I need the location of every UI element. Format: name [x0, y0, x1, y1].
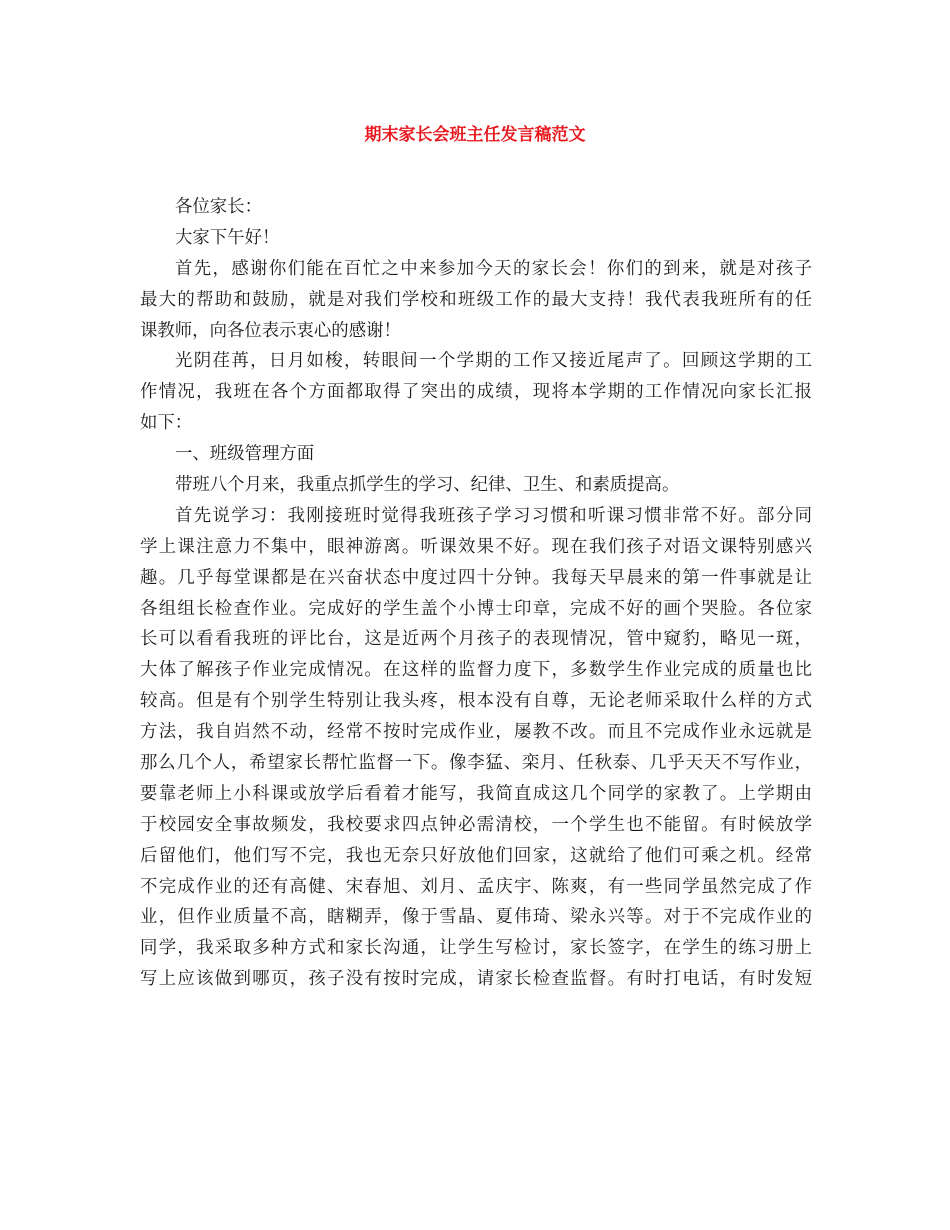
paragraph-line: 写上应该做到哪页，孩子没有按时完成，请家长检查监督。有时打电话，有时发短 — [140, 969, 812, 990]
paragraph-line: 课教师，向各位表示衷心的感谢！ — [140, 320, 401, 341]
paragraph-line: 带班八个月来，我重点抓学生的学习、纪律、卫生、和素质提高。 — [175, 475, 680, 496]
paragraph-line: 后留他们，他们写不完，我也无奈只好放他们回家，这就给了他们可乘之机。经常 — [140, 845, 812, 866]
paragraph-line: 光阴荏苒，日月如梭，转眼间一个学期的工作又接近尾声了。回顾这学期的工 — [175, 351, 812, 372]
document-title: 期末家长会班主任发言稿范文 — [364, 125, 586, 145]
paragraph-line: 要靠老师上小科课或放学后看着才能写，我简直成这几个同学的家教了。上学期由 — [140, 783, 812, 804]
paragraph-line: 最大的帮助和鼓励，就是对我们学校和班级工作的最大支持！我代表我班所有的任 — [140, 289, 812, 310]
paragraph-line: 不完成作业的还有高健、宋春旭、刘月、孟庆宇、陈爽，有一些同学虽然完成了作 — [140, 876, 812, 897]
paragraph-line: 同学，我采取多种方式和家长沟通，让学生写检讨，家长签字，在学生的练习册上 — [140, 938, 812, 959]
paragraph-line: 方法，我自岿然不动，经常不按时完成作业，屡教不改。而且不完成作业永远就是 — [140, 722, 812, 743]
paragraph-line: 于校园安全事故频发，我校要求四点钟必需清校，一个学生也不能留。有时候放学 — [140, 814, 812, 835]
document-body — [140, 192, 812, 995]
paragraph-line: 学上课注意力不集中，眼神游离。听课效果不好。现在我们孩子对语文课特别感兴 — [140, 536, 812, 557]
paragraph-line: 趣。几乎每堂课都是在兴奋状态中度过四十分钟。我每天早晨来的第一件事就是让 — [140, 567, 812, 588]
greeting: 大家下午好！ — [175, 227, 280, 248]
paragraph-line: 业，但作业质量不高，瞎糊弄，像于雪晶、夏伟琦、梁永兴等。对于不完成作业的 — [140, 907, 812, 928]
paragraph-line: 作情况，我班在各个方面都取得了突出的成绩，现将本学期的工作情况向家长汇报 — [140, 382, 812, 403]
paragraph-line: 首先说学习：我刚接班时觉得我班孩子学习习惯和听课习惯非常不好。部分同 — [175, 505, 812, 526]
paragraph-line: 那么几个人，希望家长帮忙监督一下。像李猛、栾月、任秋泰、几乎天天不写作业， — [140, 753, 812, 774]
paragraph-line: 如下： — [140, 413, 193, 434]
paragraph-line: 较高。但是有个别学生特别让我头疼，根本没有自尊，无论老师采取什么样的方式 — [140, 691, 812, 712]
paragraph-line: 首先，感谢你们能在百忙之中来参加今天的家长会！你们的到来，就是对孩子 — [175, 258, 812, 279]
salutation: 各位家长： — [175, 197, 262, 217]
paragraph-line: 长可以看看我班的评比台，这是近两个月孩子的表现情况，管中窥豹，略见一斑， — [140, 629, 812, 650]
section-heading: 一、班级管理方面 — [175, 444, 315, 465]
paragraph-line: 大体了解孩子作业完成情况。在这样的监督力度下，多数学生作业完成的质量也比 — [140, 660, 812, 681]
paragraph-line: 各组组长检查作业。完成好的学生盖个小博士印章，完成不好的画个哭脸。各位家 — [140, 598, 812, 619]
